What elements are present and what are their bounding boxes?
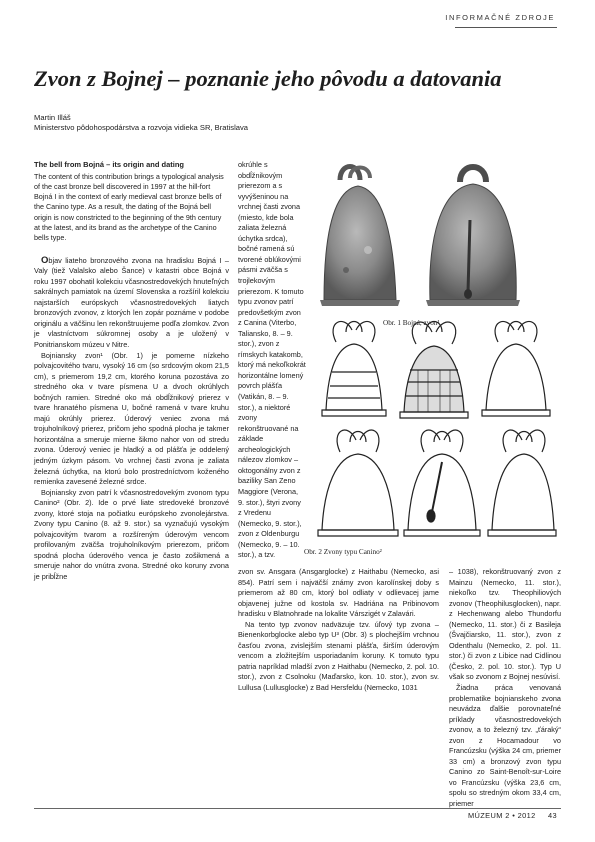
column-bottom-middle-text-1: zvon sv. Ansgara (Ansgarglocke) z Haithabu (Nemecko, asi 854). Patrí sem i najväčší známy zvon karolínskej doby s priemerom až 80 cm, ktorý bol odliaty v odlievacej jame objavenej južne od kostola sv. Hadriána na Pribinovom hradisku v Blatnohrade na lokalite Várszigét v Zalavári.	[238, 567, 439, 619]
column-bottom-middle	[238, 567, 439, 694]
journal-issue: MÚZEUM 2 • 2012	[467, 811, 536, 820]
page-footer	[468, 811, 557, 820]
body-paragraph-1-text: bjav liateho bronzového zvona na hradisku Bojná I – Valy (tiež Valalsko alebo Šance) v katastri obce Bojná v roku 1997 obohatil kolekciu včasnostredovekých hnuteľných sakrálnych pamiatok na území Slovenska a rozšíril kolekciu najstarších európskych včasnostredovekých liatych bronzových zvonov, z ktorých len zopár poznáme v podobe originálu a väčšinu len rekonštruujeme podľa zlomkov. Zvon je vlastníctvom súkromnej osoby a je uložený v Ponitrianskom múzeu v Nitre.	[34, 255, 229, 349]
figure-1-bell-photo	[310, 160, 558, 310]
bell-front-view	[320, 167, 400, 307]
header-rule	[455, 27, 557, 28]
bell-drawing-5	[404, 430, 480, 536]
column-bottom-middle-text-2: Na tento typ zvonov nadväzuje tzv. úľový typ zvona – Bienenkorbglocke alebo typ U³ (Obr. 3) s plochejším vrchnou časťou zvona, zvislejším stenami plášťa, širším úderovým vencom a zložitejším usporiadaním koruny. K tomuto typu patria napríklad mladší zvon z Haithabu (Nemecko, 2. pol. 10. stor.), zvon z Csolnoku (Maďarsko, kon. 10. stor.), zvon sv. Lullusa (Lullusglocke) z Bad Hersfeldu (Nemecko, 1031	[238, 619, 439, 693]
column-bottom-right-text-2: Žiadna práca venovaná problematike bojnianskeho zvona neuvádza ďalšie porovnateľné príklady včasnostredovekých zvonov, a to železný tzv. „ťáraký“ zvon z Hocamadour vo Francúzsku (výška 24 cm, priemer 33 cm) a bronzový zvon typu Canino zo Saint-Benoît-sur-Loire vo Francúzsku (výška 23,6 cm, spolu so stredným okom 33,4 cm, priemer	[449, 683, 561, 809]
section-label: INFORMAČNÉ ZDROJE	[445, 13, 555, 22]
figure-2-caption: Obr. 2 Zvony typu Canino²	[304, 548, 382, 556]
page-number: 43	[547, 811, 557, 820]
article-title: Zvon z Bojnej – poznanie jeho pôvodu a datovania	[34, 66, 502, 91]
author-affiliation: Ministerstvo pôdohospodárstva a rozvoja vidieka SR, Bratislava	[34, 123, 248, 132]
bell-drawing-1	[322, 321, 386, 416]
bell-drawing-4	[318, 430, 398, 536]
bell-side-view	[426, 167, 520, 306]
bell-drawing-2	[400, 322, 468, 419]
column-bottom-right-text-1: – 1038), rekonštruovaný zvon z Mainzu (Nemecko, 11. stor.), niekoľko tzv. Theophiliových zvonov (Theophilusglocken), napr. z Hechenwang alebo Thundorfu (Nemecko, 11. stor.) či z Basileja (Švajčiarsko, 11. stor.), zvon z Odenthalu (Nemecko, 2. pol. 11. stor.) či zvon z Libice nad Cidlinou (Česko, 2. pol. 10. stor.). Typ U však so zvonom z Bojnej nesúvisí.	[449, 567, 561, 682]
body-paragraph-1	[34, 256, 229, 351]
abstract-text: The content of this contribution brings a typological analysis of the cast bronze bell discovered in 1997 at the hill-fort Bojná I in the context of early medieval cast bronze bells of the Canino type. As a result, the dating of the Bojná bell origin is now constricted to the beginning of the 9th century at the latest, and its brand as the archetype of the Canino bells type.	[34, 171, 224, 243]
bell-drawing-3	[482, 321, 550, 416]
footer-rule	[34, 808, 561, 809]
author-name: Martin Illáš	[34, 113, 71, 122]
abstract-heading: The bell from Bojná – its origin and dating	[34, 160, 185, 169]
figure-2-bell-drawings	[306, 312, 558, 544]
column-middle-narrow	[238, 160, 306, 561]
bell-drawing-6	[488, 430, 556, 536]
column-bottom-right	[449, 567, 561, 810]
column-left	[34, 160, 229, 583]
body-paragraph-2: Bojniansky zvon¹ (Obr. 1) je pomerne nízkeho polvajcovitého tvaru, vysoký 16 cm (so srdcovým okom 21,5 cm), s priemerom 19,2 cm, ktorého koruna pozostáva zo stredného oka v tvare písmena U a dvoch okrúhlych bočných ramien. Stredné oko má obdĺžnikový prierez v tvare hranatého písmena U, bočné ramená v tvare kruhu majú okrúhly prierez. Úderový veniec zvona má trojuholníkový prierez, pričom jeho spodná plocha je takmer horizontálna a smeruje mierne šikmo nahor von od stredu zvona. Úderový veniec je hladký a od plášťa je oddelený jedným úzkym pásom. Vo vrchnej časti zvona je zaliata železná úchytka, na ktorú bolo prostredníctvom koženého remienka zavesené železné srdce.	[34, 350, 229, 487]
body-paragraph-3: Bojniansky zvon patrí k včasnostredovekým zvonom typu Canino² (Obr. 2). Ide o prvé liate stredoveké bronzové zvony, ktoré stoja na počiatku európskeho zvonolejárstva. Zvony typu Canino (8. až 9. stor.) sa vyznačujú vysokým polvajcovitým tvarom a rozšíreným úderovým vencom profilovaným zväčša trojuholníkovým prierezom, pričom spodná plocha úderového venca je často zošikmená a smeruje nahor do vnútra zvona. Stredné oko koruny zvona je pribĺžne	[34, 487, 229, 582]
column-middle-text: okrúhle s obdĺžnikovým prierezom a s vyvýšeninou na vrchnej časti zvona (miesto, kde bola zaliata železná úchytka srdca), bočné ramená sú tvorené oblúkovými pásmi zväčša s trojlekovým prierezom. K tomuto typu zvonov patrí predovšetkým zvon z Canina (Viterbo, Taliansko, 8. – 9. stor.), zvon z rímskych katakomb, ktorý má nekoľkokrát horizontálne lomený povrch plášťa (Vatikán, 8. – 9. stor.), a niektoré zvony rekonštruované na základe archeologických nálezov zlomkov – oktogonálny zvon z baziliky San Zeno Maggiore (Verona, 9. stor.), štyri zvony z Vredenu (Nemecko, 9. stor.), zvon z Oldenburgu (Nemecko, 9. – 10. stor.), a tzv.	[238, 160, 306, 560]
figure-1-caption: Obr. 1 Bojná, zvon¹	[383, 319, 440, 327]
drop-cap: O	[41, 254, 49, 266]
